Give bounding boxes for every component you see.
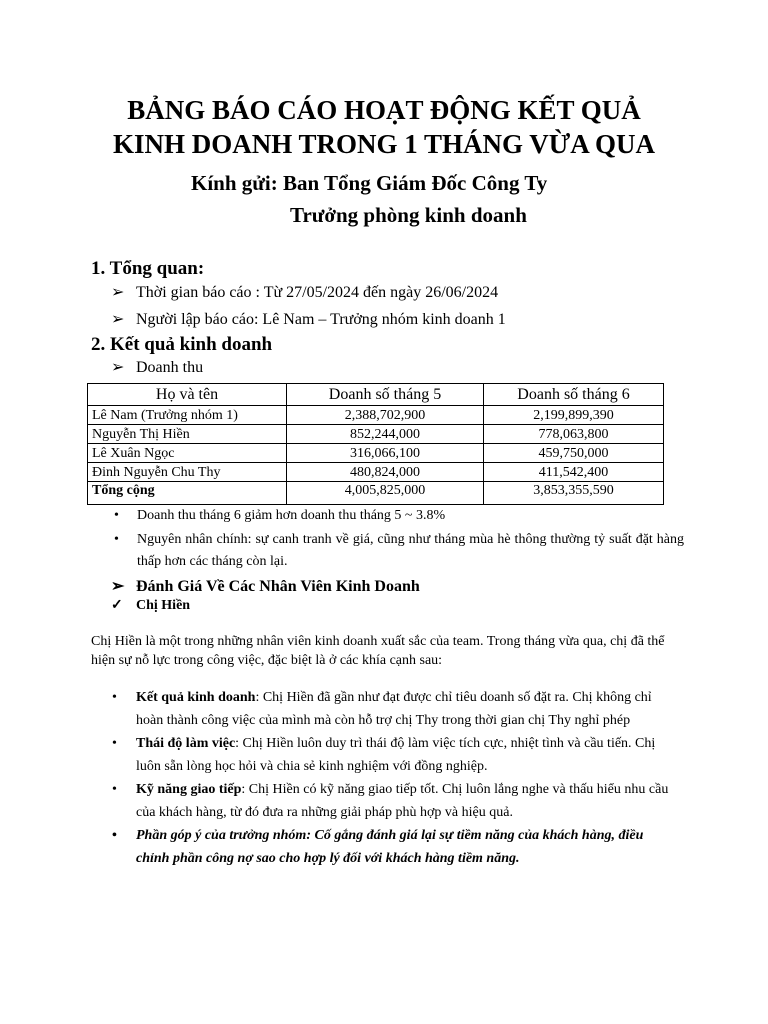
title-line-2: KINH DOANH TRONG 1 THÁNG VỪA QUA	[112, 129, 656, 159]
table-total-month6: 3,853,355,590	[484, 482, 664, 505]
table-header-row	[88, 384, 664, 406]
point-label: Kỹ năng giao tiếp	[136, 782, 242, 797]
overview-item	[111, 282, 498, 302]
list-item	[112, 686, 672, 732]
list-item	[114, 529, 684, 573]
evaluation-intro: Chị Hiền là một trong những nhân viên kinh doanh xuất sắc của team. Trong tháng vừa qua, chị đã thể hiện sự nỗ lực trong công việc, đặc biệt là ở các khía cạnh sau:	[91, 634, 665, 668]
overview-item-text: Người lập báo cáo: Lê Nam – Trưởng nhóm kinh doanh 1	[136, 311, 506, 328]
arrow-bullet-icon: ➢	[111, 578, 125, 595]
title-line-1: BẢNG BÁO CÁO HOẠT ĐỘNG KẾT QUẢ	[127, 95, 641, 125]
list-item	[112, 732, 672, 778]
bullet-dot-icon: •	[114, 508, 119, 523]
note-text: Doanh thu tháng 6 giảm hơn doanh thu tháng 5 ~ 3.8%	[137, 508, 446, 523]
evaluation-heading	[111, 576, 420, 596]
table-cell-month5: 316,066,100	[287, 444, 484, 463]
list-item	[112, 778, 672, 824]
table-header-month6: Doanh số tháng 6	[484, 384, 664, 406]
table-cell-month5: 480,824,000	[287, 463, 484, 482]
list-item	[112, 824, 672, 870]
arrow-bullet-icon: ➢	[111, 284, 125, 301]
recipient-line-2: Trưởng phòng kinh doanh	[290, 203, 527, 227]
table-cell-name: Lê Xuân Ngọc	[88, 444, 287, 463]
table-cell-name: Nguyễn Thị Hiền	[88, 425, 287, 444]
arrow-bullet-icon: ➢	[111, 311, 125, 328]
arrow-bullet-icon: ➢	[111, 359, 125, 376]
table-cell-month6: 778,063,800	[484, 425, 664, 444]
section-results-heading: 2. Kết quả kinh doanh	[91, 334, 273, 355]
table-total-month5: 4,005,825,000	[287, 482, 484, 505]
overview-item-text: Thời gian báo cáo : Từ 27/05/2024 đến ngày 26/06/2024	[136, 284, 499, 301]
table-total-label: Tổng cộng	[88, 482, 287, 505]
table-cell-name: Đinh Nguyễn Chu Thy	[88, 463, 287, 482]
check-icon: ✓	[111, 598, 123, 613]
table-total-row	[88, 482, 664, 505]
table-cell-month5: 852,244,000	[287, 425, 484, 444]
evaluation-heading-text: Đánh Giá Về Các Nhân Viên Kinh Doanh	[136, 578, 420, 595]
bullet-dot-icon: •	[112, 782, 117, 797]
table-cell-month6: 411,542,400	[484, 463, 664, 482]
point-label: Thái độ làm việc	[136, 736, 236, 751]
bullet-dot-icon: •	[112, 690, 117, 705]
revenue-table	[87, 383, 664, 505]
list-item	[114, 505, 684, 527]
employee-heading	[111, 597, 190, 614]
report-title	[60, 93, 708, 161]
point-label: Kết quả kinh doanh	[136, 690, 256, 705]
table-row	[88, 425, 664, 444]
results-item	[111, 357, 203, 377]
overview-item	[111, 309, 506, 329]
bullet-dot-icon: •	[114, 532, 119, 547]
table-header-name: Họ và tên	[88, 384, 287, 406]
table-cell-month5: 2,388,702,900	[287, 406, 484, 425]
table-cell-month6: 2,199,899,390	[484, 406, 664, 425]
table-row	[88, 406, 664, 425]
team-lead-note: Phần góp ý của trưởng nhóm: Cố gắng đánh giá lại sự tiềm năng của khách hàng, điều chỉnh phần công nợ sao cho hợp lý đối với khách hàng tiềm năng.	[136, 828, 644, 866]
results-item-text: Doanh thu	[136, 359, 204, 376]
recipient-line-1: Kính gửi: Ban Tổng Giám Đốc Công Ty	[191, 171, 548, 195]
point-text: : Chị Hiền có kỹ năng giao tiếp tốt. Chị luôn lắng nghe và thấu hiểu nhu cầu của khách hàng, từ đó đưa ra những giải pháp phù hợp và hiệu quả.	[136, 782, 669, 820]
section-overview-heading: 1. Tổng quan:	[91, 258, 205, 279]
point-text: : Chị Hiền đã gần như đạt được chỉ tiêu doanh số đặt ra. Chị không chỉ hoàn thành công việc của mình mà còn hỗ trợ chị Thy trong thời gian chị Thy nghỉ phép	[136, 690, 652, 728]
table-cell-month6: 459,750,000	[484, 444, 664, 463]
note-text: Nguyên nhân chính: sự canh tranh về giá, cũng như tháng mùa hè thông thường tỷ suất đặt hàng thấp hơn các tháng còn lại.	[137, 532, 684, 569]
bullet-dot-icon: •	[112, 736, 117, 751]
table-header-month5: Doanh số tháng 5	[287, 384, 484, 406]
revenue-notes-list	[114, 505, 684, 575]
table-cell-name: Lê Nam (Trưởng nhóm 1)	[88, 406, 287, 425]
table-row	[88, 444, 664, 463]
employee-heading-text: Chị Hiền	[136, 598, 191, 613]
bullet-dot-icon: •	[112, 828, 117, 843]
table-row	[88, 463, 664, 482]
evaluation-points-list	[112, 686, 672, 870]
point-text: : Chị Hiền luôn duy trì thái độ làm việc tích cực, nhiệt tình và cầu tiến. Chị luôn sẵn lòng học hỏi và chia sẻ kinh nghiệm với đồng nghiệp.	[136, 736, 656, 774]
